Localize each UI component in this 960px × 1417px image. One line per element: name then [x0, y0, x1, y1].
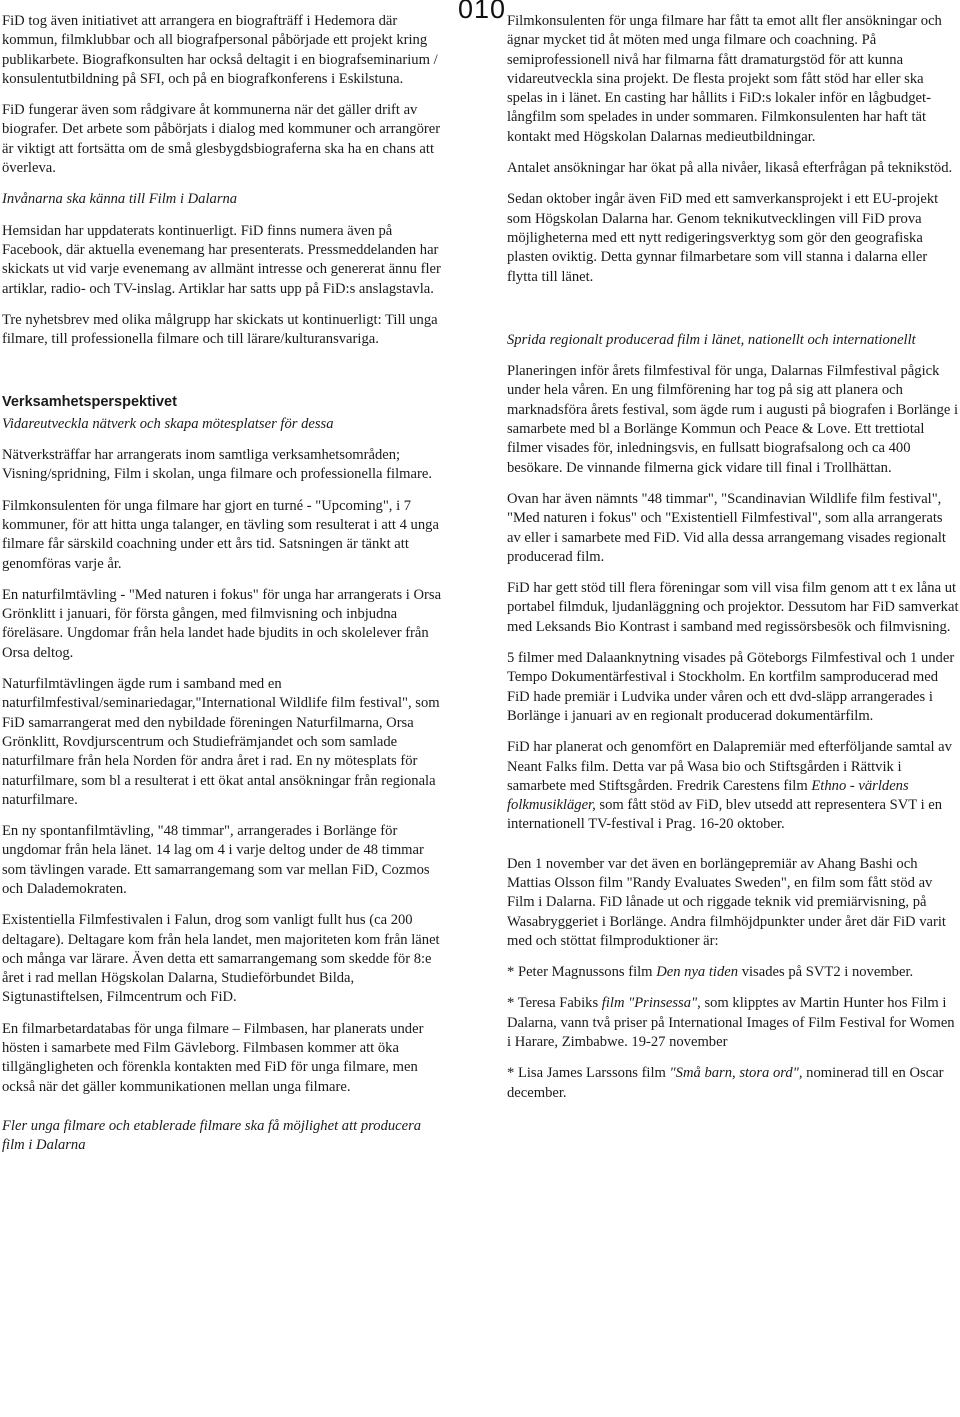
bullet-mark: *: [507, 995, 518, 1012]
paragraph-goteborg: 5 filmer med Dalaanknytning visades på Göteborgs Filmfestival och 1 under Tempo Dokumentärfestival i Stockholm. En kortfilm samproducerad med FiD hade premiär i Ludvika under våren och ett dvd-släpp arrangerades i Borlänge i januari av en regionalt producerad dokumentärfilm.: [507, 650, 955, 724]
paragraph-naturfilmtavling: En naturfilmtävling - "Med naturen i fokus" för unga har arrangerats i Orsa Grönklitt i januari, för första gången, med filmvisning och inbjudna föreläsare. Ungdomar från hela landet hade bjudits in och skolelever från Orsa deltog.: [2, 586, 442, 661]
paragraph-nyhetsbrev: Tre nyhetsbrev med olika målgrupp har skickats ut kontinuerligt: Till unga filmare, till professionella filmare och till lärare/kulturansvariga.: [2, 311, 438, 348]
paragraph-ansokningar: Antalet ansökningar har ökat på alla nivåer, likaså efterfrågan på teknikstöd.: [507, 160, 953, 177]
ethno-film-title: Ethno - världens folkmusikläger,: [507, 777, 909, 814]
paragraph-natverkstraffar: Nätverksträffar har arrangerats inom samtliga verksamhetsområden; Visning/spridning, Film i skolan, unga filmare och professionella filmare.: [2, 447, 432, 483]
paragraph-radgivare: FiD fungerar även som rådgivare åt kommunerna när det gäller drift av biografer. Det arbete som påbörjats i dialog med kommuner och arrangörer är viktigt att fortsätta om de små glesbygdsbiograferna ska ha en chans att överleva.: [2, 102, 441, 177]
subheading-fler-unga-filmare: Fler unga filmare och etablerade filmare ska få möjlighet att producera film i Dalarna: [2, 1117, 422, 1154]
left-column: [2, 12, 444, 1168]
bullet-text-end: visades på SVT2 i november.: [738, 964, 914, 981]
paragraph-hemsidan: Hemsidan har uppdaterats kontinuerligt. FiD finns numera även på Facebook, där aktuella evenemang har presenterats. Pressmeddelanden har skickats ut vid varje evenemang av allmänt intresse och genererat ännu fler artiklar, radio- och TV-inslag. Artiklar har satts upp på FiD:s anslagstavla.: [2, 222, 441, 297]
bullet-text: Lisa James Larssons film: [517, 1065, 670, 1082]
subheading-sprida: Sprida regionalt producerad film i länet, nationellt och internationellt: [507, 331, 916, 348]
bullet-sma-barn: [507, 1064, 959, 1103]
paragraph-existentiella: Existentiella Filmfestivalen i Falun, drog som vanligt fullt hus (ca 200 deltagare). Deltagare kom från hela landet, men majoriteten kom från länet och många var lärare. Även detta ett samarrangemang som skedde för 8:e året i rad mellan Högskolan Dalarna, Studieförbundet Bilda, Sigtunastiftelsen, Filmcentrum och FiD.: [2, 912, 440, 1006]
paragraph-foreningar-stod: FiD har gett stöd till flera föreningar som vill visa film genom att t ex låna ut portabel filmduk, ljudanläggning och projektor. Dessutom har FiD samverkat med Leksands Bio Kontrast i samband med regissörsbesök och filmvisning.: [507, 580, 959, 635]
bullet-text-end: nominerad till en Oscar december.: [507, 1065, 944, 1101]
paragraph-dalapremiar: [507, 738, 959, 834]
subheading-invanarna: Invånarna ska känna till Film i Dalarna: [2, 191, 238, 208]
paragraph-eu-projekt: Sedan oktober ingår även FiD med ett samverkansprojekt i ett EU-projekt som Högskolan Dalarna har. Genom teknikutvecklingen vill FiD prova möjligheterna med ett nytt redigeringsverktyg som gör den geografiska plasten oviktig. Detta gynnar filmarbetare som vill stanna i dalarna eller flytta till länet.: [507, 191, 939, 285]
bullet-text: Peter Magnussons film: [517, 964, 657, 981]
bullet-text: Teresa Fabiks: [517, 995, 602, 1012]
dalapremiar-text-end: som fått stöd av FiD, blev utsedd att representera SVT i en internationell TV-festival i Prag. 16-20 oktober.: [507, 797, 943, 833]
section-heading: Verksamhetsperspektivet: [2, 394, 177, 411]
bullet-mark: *: [507, 1065, 518, 1082]
bullet-text-end: som klipptes av Martin Hunter hos Film i Dalarna, vann två priser på International Images of Film Festival for Women i Harare, Zimbabwe. 19-27 november: [507, 995, 955, 1051]
paragraph-borlangepremiar: Den 1 november var det även en borlängepremiär av Ahang Bashi och Mattias Olsson film "Randy Evaluates Sweden", en film som fått stöd av Film i Dalarna. FiD lånade ut och riggade teknik vid premiärvisning, på Wasabryggeriet i Borlänge. Andra filmhöjdpunkter under året där FiD varit med och stöttat filmproduktioner är:: [507, 855, 946, 949]
dalapremiar-text: FiD har planerat och genomfört en Dalapremiär med efterföljande samtal av Neant Falks film. Detta var på Wasa bio och Stiftsgården i Rättvik i samarbete med Stiftsgården. Fredrik Carestens film: [507, 739, 952, 794]
paragraph-biografträff: FiD tog även initiativet att arrangera en biografträff i Hedemora där kommun, filmklubbar och all biografpersonal påbörjade ett projekt kring publikarbete. Biografkonsulten har också deltagit i en biografseminarium / konsulentutbildning på SFI, och på en biografkonferens i Eskilstuna.: [2, 13, 438, 87]
film-title: "Små barn, stora ord",: [669, 1065, 803, 1082]
page-number: 010: [457, 0, 507, 24]
paragraph-ovan-namnts: Ovan har även nämnts "48 timmar", "Scandinavian Wildlife film festival", "Med naturen i fokus" och "Existentiell Filmfestival", som alla arrangerats av eller i samarbete med FiD. Vid alla dessa arrangemang visades regionalt producerad film.: [507, 490, 946, 565]
paragraph-filmkonsulenten: Filmkonsulenten för unga filmare har fått ta emot allt fler ansökningar och ägnar mycket tid åt möten med unga filmare och coachning. På semiprofessionell nivå har filmarna fått dramaturgstöd för att kunna vidareutveckla sina projekt. De flesta projekt som fått stöd har eller ska spelas in i länet. En casting har hållits i FiD:s lokaler inför en lågbudget-långfilm som spelades in under sommaren. Filmkonsulenten har haft tät kontakt med Högskolan Dalarnas medieutbildningar.: [507, 13, 942, 145]
paragraph-filmfestival: Planeringen inför årets filmfestival för unga, Dalarnas Filmfestival pågick under hela våren. En ung filmförening har tog på sig att planera och marknadsföra årets festival, som ägde rum i augusti på biografen i Borlänge i samarbete med bl a Borlänge Kommun och Peace & Love. Ett trettiotal filmer visades för, inledningsvis, en fullsatt biografsalong och ca 400 besökare. De vinnande filmerna gick vidare till final i Trollhättan.: [507, 363, 959, 476]
bullet-mark: *: [507, 964, 518, 981]
paragraph-wildlife-festival: Naturfilmtävlingen ägde rum i samband med en naturfilmfestival/seminariedagar,"International Wildlife film festival", som FiD samarrangerat med den nybildade föreningen Naturfilmarna, Orsa Grönklitt, Rovdjurscentrum och Studiefrämjandet och som samlade naturfilmare från hela Norden för andra året i rad. En ny mötesplats för naturfilmare, som bl a resulterat i ett ökat antal ansökningar från regionala naturfilmare.: [2, 676, 440, 808]
paragraph-filmbasen: En filmarbetardatabas för unga filmare – Filmbasen, har planerats under hösten i samarbete med Film Gävleborg. Filmbasen kommer att öka tillgängligheten och förenkla kontakten med FiD för unga filmare, men också när det gäller kommunikationen mellan unga filmare.: [2, 1020, 424, 1095]
film-title: Den nya tiden: [656, 964, 739, 981]
right-column: [507, 12, 959, 1115]
bullet-prinsessa: [507, 994, 959, 1052]
film-title: film "Prinsessa",: [601, 995, 701, 1012]
paragraph-upcoming: Filmkonsulenten för unga filmare har gjort en turné - "Upcoming", i 7 kommuner, för att hitta unga talanger, en tävling som resulterat i att 4 unga filmare får särskild coachning under ett års tid. Satsningen är tänkt att genomföras varje år.: [2, 497, 439, 572]
subheading-natverk: Vidareutveckla nätverk och skapa mötesplatser för dessa: [2, 415, 334, 432]
bullet-den-nya-tiden: [507, 963, 959, 982]
paragraph-48-timmar: En ny spontanfilmtävling, "48 timmar", arrangerades i Borlänge för ungdomar från hela länet. 14 lag om 4 i varje deltog under de 48 timmar som tävlingen varade. Ett samarrangemang som var mellan FiD, Cozmos och Dalademokraten.: [2, 823, 430, 897]
